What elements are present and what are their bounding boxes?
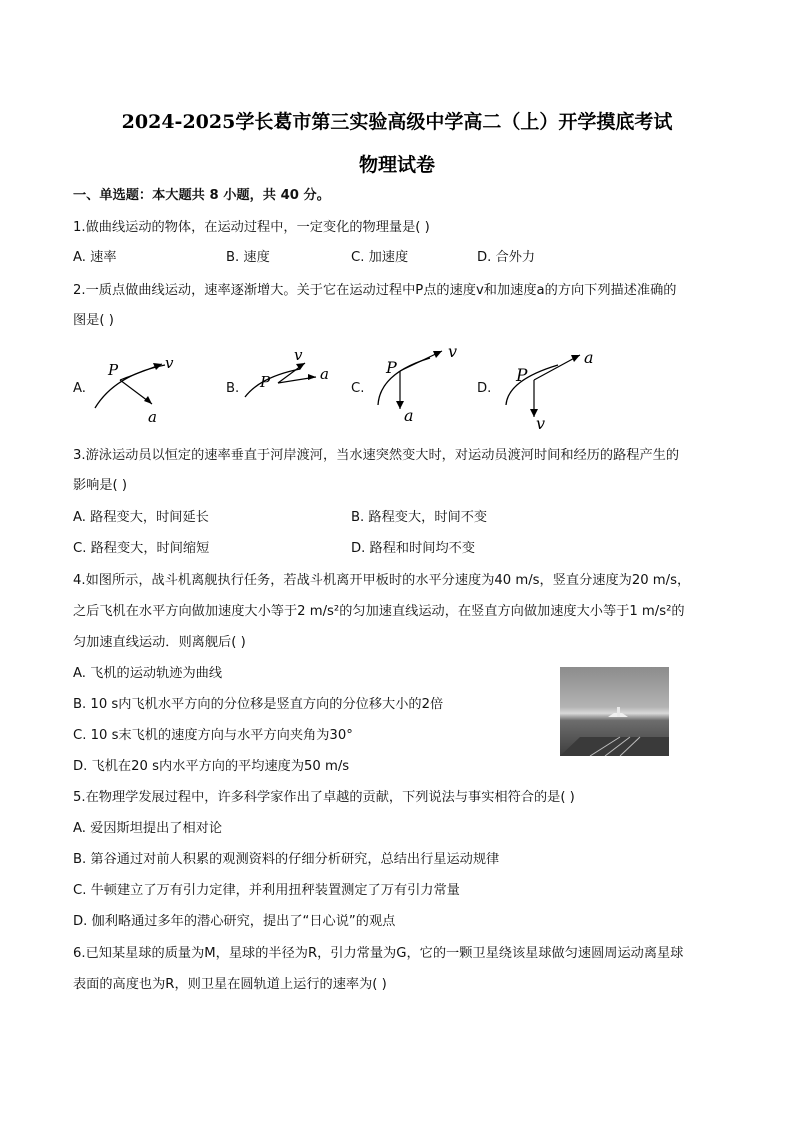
question-2-stem-line1: 2.一质点做曲线运动，速率逐渐增大。关于它在运动过程中P点的速度v和加速度a的方向下列描述准确的 [73, 283, 677, 298]
fig-d-velocity-label: v [536, 414, 546, 433]
q1-option-a: A. 速率 [73, 250, 117, 265]
q1-option-d: D. 合外力 [477, 250, 536, 265]
fig-a-velocity-label: v [165, 354, 174, 372]
q5-option-b: B. 第谷通过对前人积累的观测资料的仔细分析研究，总结出行星运动规律 [73, 852, 500, 867]
fig-b-point-label: P [260, 373, 271, 391]
q3-option-c: C. 路程变大，时间缩短 [73, 541, 210, 556]
question-3-stem-line1: 3.游泳运动员以恒定的速率垂直于河岸渡河，当水速突然变大时，对运动员渡河时间和经历的路程产生的 [73, 448, 680, 463]
question-1-stem: 1.做曲线运动的物体，在运动过程中，一定变化的物理量是( ) [73, 220, 430, 235]
q2-figure-b [240, 345, 340, 425]
fig-c-point-label: P [386, 358, 397, 377]
fig-c-acceleration-label: a [404, 406, 414, 425]
carrier-deck-graphic [560, 667, 669, 756]
q2-option-d: D. [477, 381, 492, 396]
q2-figure-c [370, 343, 470, 428]
fig-d-acceleration-label: a [584, 348, 594, 367]
exam-subtitle: 物理试卷 [358, 154, 435, 176]
q3-option-a: A. 路程变大，时间延长 [73, 510, 209, 525]
q2-option-a: A. [73, 381, 86, 396]
fig-a-acceleration-label: a [148, 408, 157, 426]
question-2-stem-line2: 图是( ) [73, 313, 114, 328]
question-5-stem: 5.在物理学发展过程中，许多科学家作出了卓越的贡献，下列说法与事实相符合的是( ) [73, 790, 575, 805]
q3-option-b: B. 路程变大，时间不变 [351, 510, 488, 525]
q5-option-c: C. 牛顿建立了万有引力定律，并利用扭秤装置测定了万有引力常量 [73, 883, 460, 898]
q5-option-d: D. 伽利略通过多年的潜心研究，提出了“日心说”的观点 [73, 914, 396, 929]
question-4-stem-line2: 之后飞机在水平方向做加速度大小等于2 m/s²的匀加速直线运动，在竖直方向做加速度大小等于1 m/s²的 [73, 604, 685, 619]
fig-c-velocity-label: v [448, 343, 458, 361]
q4-option-d: D. 飞机在20 s内水平方向的平均速度为50 m/s [73, 759, 350, 774]
q4-option-b: B. 10 s内飞机水平方向的分位移是竖直方向的分位移大小的2倍 [73, 697, 444, 712]
question-6-stem-line1: 6.已知某星球的质量为M，星球的半径为R，引力常量为G，它的一颗卫星绕该星球做匀速圆周运动离星球 [73, 946, 684, 961]
question-4-stem-line3: 匀加速直线运动．则离舰后( ) [73, 635, 246, 650]
q2-figure-a [90, 350, 190, 430]
question-6-stem-line2: 表面的高度也为R，则卫星在圆轨道上运行的速率为( ) [73, 977, 387, 992]
question-3-stem-line2: 影响是( ) [73, 478, 128, 493]
q2-option-b: B. [226, 381, 240, 396]
fig-d-point-label: P [516, 366, 528, 386]
q2-option-c: C. [351, 381, 365, 396]
fighter-jet-carrier-photo [560, 667, 669, 756]
fig-b-acceleration-label: a [320, 365, 329, 383]
exam-title: 2024-2025学长葛市第三实验高级中学高二（上）开学摸底考试 [121, 111, 673, 133]
q1-option-b: B. 速度 [226, 250, 270, 265]
q1-option-c: C. 加速度 [351, 250, 409, 265]
q4-option-c: C. 10 s末飞机的速度方向与水平方向夹角为30° [73, 728, 353, 743]
q4-option-a: A. 飞机的运动轨迹为曲线 [73, 666, 223, 681]
q5-option-a: A. 爱因斯坦提出了相对论 [73, 821, 223, 836]
section-heading: 一、单选题：本大题共 8 小题，共 40 分。 [73, 188, 330, 203]
fig-a-point-label: P [108, 361, 119, 379]
fig-b-velocity-label: v [294, 346, 303, 364]
q3-option-d: D. 路程和时间均不变 [351, 541, 476, 556]
q2-figure-d [498, 345, 608, 435]
question-4-stem-line1: 4.如图所示，战斗机离舰执行任务，若战斗机离开甲板时的水平分速度为40 m/s，竖直分速度为20 m/s， [73, 573, 691, 588]
